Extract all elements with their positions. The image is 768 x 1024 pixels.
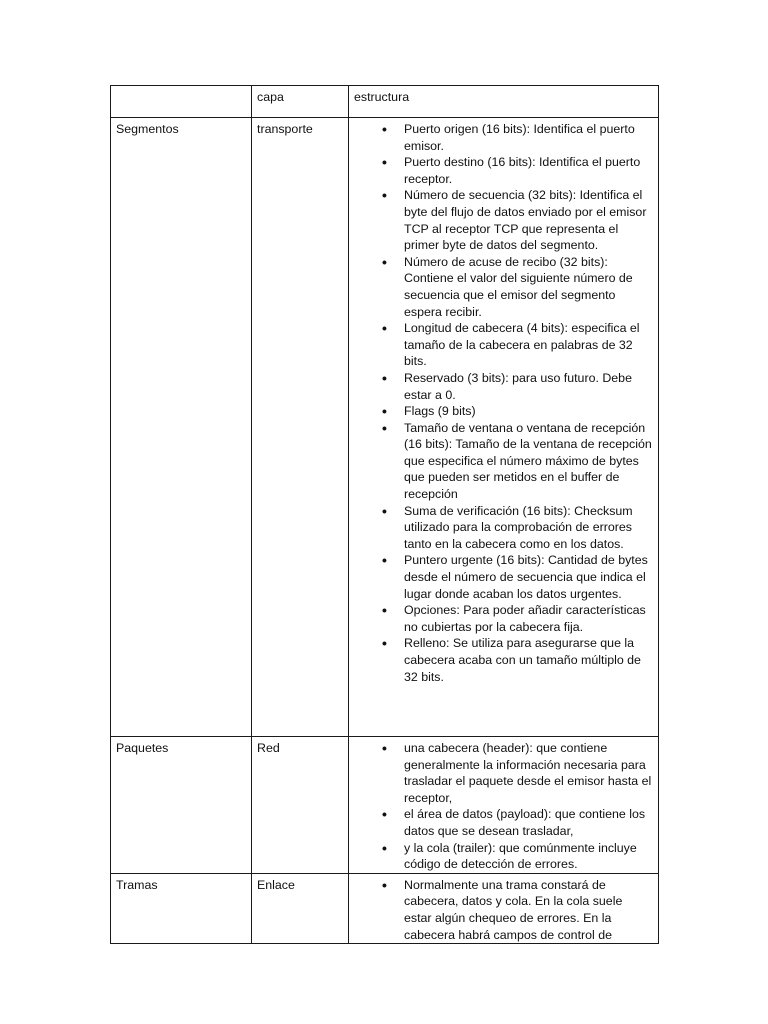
list-item: • una cabecera (header): que contiene generalmente la información necesaria para trasladar el paquete desde el emisor hasta el receptor, — [404, 740, 653, 806]
table-header-row — [111, 86, 659, 118]
header-cell-empty — [111, 86, 252, 118]
table-row-paquetes — [111, 737, 659, 874]
cell-structure — [349, 118, 659, 737]
cell-structure — [349, 737, 659, 874]
structure-list — [354, 121, 653, 685]
cell-name: Paquetes — [111, 737, 252, 874]
list-item: • Número de acuse de recibo (32 bits): Contiene el valor del siguiente número de secuencia que el emisor del segmento espera recibir. — [404, 254, 653, 320]
list-item: • Suma de verificación (16 bits): Checksum utilizado para la comprobación de errores tanto en la cabecera como en los datos. — [404, 503, 653, 553]
cell-name: Segmentos — [111, 118, 252, 737]
list-item: • Reservado (3 bits): para uso futuro. Debe estar a 0. — [404, 370, 653, 403]
list-item: • Puntero urgente (16 bits): Cantidad de bytes desde el número de secuencia que indica el lugar donde acaban los datos urgentes. — [404, 552, 653, 602]
header-cell-estructura: estructura — [349, 86, 659, 118]
list-item: • y la cola (trailer): que comúnmente incluye código de detección de errores. — [404, 840, 653, 873]
cell-layer: Enlace — [252, 873, 349, 943]
cell-layer: Red — [252, 737, 349, 874]
structure-list — [354, 877, 653, 943]
layers-table — [110, 85, 659, 944]
list-item: • el área de datos (payload): que contiene los datos que se desean trasladar, — [404, 806, 653, 839]
list-item: • Flags (9 bits) — [404, 403, 653, 420]
table-row-tramas — [111, 873, 659, 943]
list-item: • Tamaño de ventana o ventana de recepción (16 bits): Tamaño de la ventana de recepción que especifica el número máximo de bytes que pueden ser metidos en el buffer de recepción — [404, 420, 653, 503]
list-item: • Normalmente una trama constará de cabecera, datos y cola. En la cola suele estar algún chequeo de errores. En la cabecera habrá campos de control de — [404, 877, 653, 943]
cell-layer: transporte — [252, 118, 349, 737]
cell-name: Tramas — [111, 873, 252, 943]
list-item: • Longitud de cabecera (4 bits): especifica el tamaño de la cabecera en palabras de 32 bits. — [404, 320, 653, 370]
structure-list — [354, 740, 653, 873]
list-item: • Número de secuencia (32 bits): Identifica el byte del flujo de datos enviado por el emisor TCP al receptor TCP que representa el primer byte de datos del segmento. — [404, 187, 653, 253]
list-item: • Relleno: Se utiliza para asegurarse que la cabecera acaba con un tamaño múltiplo de 32 bits. — [404, 635, 653, 685]
list-item: • Opciones: Para poder añadir características no cubiertas por la cabecera fija. — [404, 602, 653, 635]
header-cell-capa: capa — [252, 86, 349, 118]
list-item: • Puerto destino (16 bits): Identifica el puerto receptor. — [404, 154, 653, 187]
cell-structure — [349, 873, 659, 943]
table-row-segmentos — [111, 118, 659, 737]
list-item: • Puerto origen (16 bits): Identifica el puerto emisor. — [404, 121, 653, 154]
